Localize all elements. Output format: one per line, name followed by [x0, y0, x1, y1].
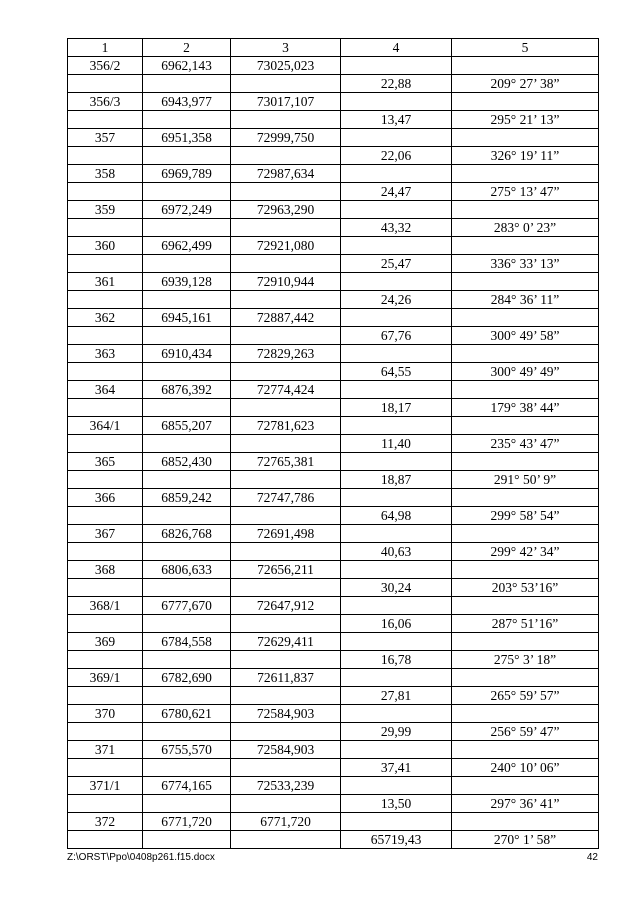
table-cell-col-4 [341, 129, 452, 147]
table-cell-col-3: 72611,837 [231, 669, 341, 687]
table-cell-col-1: 371 [68, 741, 143, 759]
table-cell-col-5 [452, 633, 599, 651]
table-cell-col-5: 283° 0’ 23” [452, 219, 599, 237]
table-cell-col-1 [68, 759, 143, 777]
table-cell-col-4 [341, 597, 452, 615]
table-cell-col-5 [452, 705, 599, 723]
table-row [68, 741, 599, 759]
table-cell-col-1 [68, 615, 143, 633]
table-cell-col-2 [143, 471, 231, 489]
table-cell-col-2 [143, 291, 231, 309]
table-cell-col-5: 275° 13’ 47” [452, 183, 599, 201]
table-cell-col-1 [68, 255, 143, 273]
table-cell-col-1: 370 [68, 705, 143, 723]
table-cell-col-2: 6755,570 [143, 741, 231, 759]
table-cell-col-2: 6806,633 [143, 561, 231, 579]
table-cell-col-2: 6910,434 [143, 345, 231, 363]
table-cell-col-5: 179° 38’ 44” [452, 399, 599, 417]
table-row [68, 777, 599, 795]
table-cell-col-1: 359 [68, 201, 143, 219]
table-cell-col-3: 72921,080 [231, 237, 341, 255]
table-cell-col-5: 326° 19’ 11” [452, 147, 599, 165]
table-cell-col-4 [341, 57, 452, 75]
table-cell-col-1 [68, 219, 143, 237]
table-row [68, 147, 599, 165]
table-cell-col-3: 72584,903 [231, 705, 341, 723]
table-cell-col-4: 18,17 [341, 399, 452, 417]
table-cell-col-5: 275° 3’ 18” [452, 651, 599, 669]
table-cell-col-4: 25,47 [341, 255, 452, 273]
table-cell-col-5 [452, 417, 599, 435]
table-row [68, 111, 599, 129]
table-cell-col-5 [452, 381, 599, 399]
table-cell-col-3: 72629,411 [231, 633, 341, 651]
table-cell-col-1 [68, 471, 143, 489]
table-cell-col-1: 357 [68, 129, 143, 147]
table-cell-col-4 [341, 741, 452, 759]
table-cell-col-1 [68, 291, 143, 309]
table-row [68, 633, 599, 651]
table-cell-col-4: 24,26 [341, 291, 452, 309]
table-cell-col-4 [341, 669, 452, 687]
table-cell-col-5: 256° 59’ 47” [452, 723, 599, 741]
table-cell-col-1 [68, 363, 143, 381]
table-cell-col-3: 72781,623 [231, 417, 341, 435]
table-cell-col-4 [341, 93, 452, 111]
table-cell-col-5 [452, 453, 599, 471]
table-row [68, 705, 599, 723]
table-cell-col-1 [68, 183, 143, 201]
table-cell-col-1: 368/1 [68, 597, 143, 615]
table-cell-col-2 [143, 795, 231, 813]
table-cell-col-3: 6771,720 [231, 813, 341, 831]
table-row [68, 57, 599, 75]
table-row [68, 75, 599, 93]
table-cell-col-4 [341, 489, 452, 507]
table-cell-col-2 [143, 435, 231, 453]
table-cell-col-2: 6859,242 [143, 489, 231, 507]
table-cell-col-1: 361 [68, 273, 143, 291]
footer-page-number: 42 [586, 852, 598, 863]
table-row [68, 525, 599, 543]
table-row [68, 219, 599, 237]
table-row [68, 561, 599, 579]
table-cell-col-2: 6962,499 [143, 237, 231, 255]
table-cell-col-2: 6782,690 [143, 669, 231, 687]
table-cell-col-5 [452, 561, 599, 579]
table-cell-col-1: 371/1 [68, 777, 143, 795]
table-cell-col-1: 360 [68, 237, 143, 255]
table-cell-col-5 [452, 597, 599, 615]
table-cell-col-3 [231, 759, 341, 777]
table-cell-col-5: 284° 36’ 11” [452, 291, 599, 309]
table-cell-col-4 [341, 381, 452, 399]
table-cell-col-5: 240° 10’ 06” [452, 759, 599, 777]
table-cell-col-5: 203° 53’16” [452, 579, 599, 597]
table-cell-col-3 [231, 399, 341, 417]
table-cell-col-3: 72691,498 [231, 525, 341, 543]
table-cell-col-5 [452, 669, 599, 687]
table-row [68, 273, 599, 291]
table-body [68, 57, 599, 849]
table-cell-col-1: 372 [68, 813, 143, 831]
table-cell-col-1: 367 [68, 525, 143, 543]
table-cell-col-1 [68, 75, 143, 93]
table-cell-col-4 [341, 165, 452, 183]
table-row [68, 597, 599, 615]
table-cell-col-5 [452, 237, 599, 255]
table-cell-col-2: 6943,977 [143, 93, 231, 111]
table-cell-col-4: 18,87 [341, 471, 452, 489]
table-cell-col-1 [68, 795, 143, 813]
table-cell-col-4: 16,78 [341, 651, 452, 669]
table-cell-col-2 [143, 759, 231, 777]
table-cell-col-5 [452, 345, 599, 363]
table-cell-col-5 [452, 525, 599, 543]
table-header-row [68, 39, 599, 57]
table-cell-col-3 [231, 327, 341, 345]
table-cell-col-1 [68, 543, 143, 561]
table-cell-col-5: 300° 49’ 58” [452, 327, 599, 345]
table-cell-col-2: 6777,670 [143, 597, 231, 615]
table-cell-col-4 [341, 237, 452, 255]
table-cell-col-3 [231, 723, 341, 741]
table-cell-col-3 [231, 291, 341, 309]
table-cell-col-1: 368 [68, 561, 143, 579]
table-cell-col-3 [231, 615, 341, 633]
table-cell-col-2 [143, 255, 231, 273]
table-cell-col-4: 43,32 [341, 219, 452, 237]
table-row [68, 255, 599, 273]
table-cell-col-4: 65719,43 [341, 831, 452, 849]
header-col-3: 3 [231, 39, 341, 57]
table-cell-col-2: 6774,165 [143, 777, 231, 795]
table-cell-col-1 [68, 723, 143, 741]
table-cell-col-2 [143, 723, 231, 741]
table-row [68, 309, 599, 327]
table-cell-col-4: 11,40 [341, 435, 452, 453]
table-cell-col-3 [231, 651, 341, 669]
table-cell-col-2: 6784,558 [143, 633, 231, 651]
table-row [68, 723, 599, 741]
table-cell-col-4 [341, 309, 452, 327]
table-cell-col-5 [452, 129, 599, 147]
table-cell-col-1 [68, 327, 143, 345]
table-cell-col-3: 72999,750 [231, 129, 341, 147]
table-row [68, 201, 599, 219]
table-cell-col-4 [341, 453, 452, 471]
table-cell-col-5: 235° 43’ 47” [452, 435, 599, 453]
table-cell-col-2 [143, 111, 231, 129]
table-cell-col-2: 6962,143 [143, 57, 231, 75]
table-cell-col-4: 37,41 [341, 759, 452, 777]
table-cell-col-3 [231, 111, 341, 129]
table-cell-col-5: 297° 36’ 41” [452, 795, 599, 813]
table-cell-col-5: 299° 58’ 54” [452, 507, 599, 525]
table-cell-col-4: 24,47 [341, 183, 452, 201]
header-col-2: 2 [143, 39, 231, 57]
table-cell-col-2: 6876,392 [143, 381, 231, 399]
header-col-4: 4 [341, 39, 452, 57]
table-cell-col-5 [452, 93, 599, 111]
table-cell-col-2 [143, 543, 231, 561]
table-cell-col-2: 6826,768 [143, 525, 231, 543]
table-cell-col-2: 6852,430 [143, 453, 231, 471]
table-cell-col-4: 13,50 [341, 795, 452, 813]
table-cell-col-2 [143, 147, 231, 165]
table-cell-col-2: 6945,161 [143, 309, 231, 327]
table-cell-col-4 [341, 273, 452, 291]
table-cell-col-4 [341, 633, 452, 651]
table-cell-col-1 [68, 579, 143, 597]
table-row [68, 363, 599, 381]
table-cell-col-2 [143, 75, 231, 93]
table-row [68, 327, 599, 345]
table-cell-col-2 [143, 183, 231, 201]
table-cell-col-3: 72774,424 [231, 381, 341, 399]
table-cell-col-1: 366 [68, 489, 143, 507]
table-cell-col-4: 27,81 [341, 687, 452, 705]
table-cell-col-5 [452, 489, 599, 507]
table-cell-col-3: 72765,381 [231, 453, 341, 471]
table-cell-col-4: 67,76 [341, 327, 452, 345]
table-cell-col-5 [452, 57, 599, 75]
table-cell-col-2 [143, 579, 231, 597]
table-row [68, 615, 599, 633]
table-cell-col-3 [231, 543, 341, 561]
table-cell-col-4: 22,06 [341, 147, 452, 165]
table-cell-col-5 [452, 165, 599, 183]
table-cell-col-3: 72647,912 [231, 597, 341, 615]
table-cell-col-4: 22,88 [341, 75, 452, 93]
table-cell-col-1: 369/1 [68, 669, 143, 687]
table-cell-col-5: 300° 49’ 49” [452, 363, 599, 381]
table-cell-col-1: 356/3 [68, 93, 143, 111]
table-cell-col-5 [452, 813, 599, 831]
coordinates-table [67, 38, 599, 849]
table-cell-col-2: 6855,207 [143, 417, 231, 435]
table-cell-col-5: 336° 33’ 13” [452, 255, 599, 273]
table-row [68, 579, 599, 597]
table-cell-col-3: 72747,786 [231, 489, 341, 507]
table-cell-col-3 [231, 183, 341, 201]
table-cell-col-4 [341, 777, 452, 795]
table-row [68, 831, 599, 849]
table-cell-col-1 [68, 507, 143, 525]
table-cell-col-3 [231, 435, 341, 453]
table-cell-col-2 [143, 687, 231, 705]
table-cell-col-4: 29,99 [341, 723, 452, 741]
table-row [68, 813, 599, 831]
header-col-1: 1 [68, 39, 143, 57]
table-cell-col-3 [231, 507, 341, 525]
table-cell-col-1 [68, 435, 143, 453]
table-cell-col-5: 209° 27’ 38” [452, 75, 599, 93]
table-cell-col-4 [341, 417, 452, 435]
table-cell-col-5: 287° 51’16” [452, 615, 599, 633]
table-row [68, 651, 599, 669]
table-row [68, 417, 599, 435]
table-row [68, 435, 599, 453]
table-cell-col-4: 64,55 [341, 363, 452, 381]
table-cell-col-1 [68, 651, 143, 669]
table-cell-col-2: 6771,720 [143, 813, 231, 831]
table-cell-col-3: 72987,634 [231, 165, 341, 183]
table-cell-col-5 [452, 273, 599, 291]
table-cell-col-2 [143, 327, 231, 345]
table-row [68, 381, 599, 399]
table-cell-col-4: 30,24 [341, 579, 452, 597]
table-cell-col-4: 13,47 [341, 111, 452, 129]
table-cell-col-3 [231, 75, 341, 93]
table-row [68, 471, 599, 489]
table-cell-col-2: 6969,789 [143, 165, 231, 183]
table-cell-col-2: 6951,358 [143, 129, 231, 147]
table-cell-col-3: 72584,903 [231, 741, 341, 759]
table-cell-col-4: 40,63 [341, 543, 452, 561]
table-cell-col-4: 16,06 [341, 615, 452, 633]
table-cell-col-3: 72829,263 [231, 345, 341, 363]
table-cell-col-1: 364/1 [68, 417, 143, 435]
table-cell-col-1 [68, 831, 143, 849]
table-cell-col-5: 270° 1’ 58” [452, 831, 599, 849]
table-row [68, 759, 599, 777]
table-cell-col-1: 363 [68, 345, 143, 363]
table-cell-col-3: 72887,442 [231, 309, 341, 327]
table-cell-col-3 [231, 831, 341, 849]
table-cell-col-1: 365 [68, 453, 143, 471]
table-cell-col-3: 72533,239 [231, 777, 341, 795]
table-cell-col-5: 299° 42’ 34” [452, 543, 599, 561]
table-cell-col-5 [452, 741, 599, 759]
table-cell-col-1: 358 [68, 165, 143, 183]
table-cell-col-4 [341, 201, 452, 219]
table-cell-col-3: 72963,290 [231, 201, 341, 219]
table-cell-col-1: 364 [68, 381, 143, 399]
table-cell-col-3: 72910,944 [231, 273, 341, 291]
table-row [68, 687, 599, 705]
table-row [68, 453, 599, 471]
table-cell-col-3 [231, 219, 341, 237]
footer-file-path: Z:\ORST\Ppo\0408p261.f15.docx [67, 852, 215, 863]
table-row [68, 237, 599, 255]
table-cell-col-1: 369 [68, 633, 143, 651]
table-cell-col-3: 73025,023 [231, 57, 341, 75]
table-row [68, 795, 599, 813]
table-cell-col-3 [231, 579, 341, 597]
table-cell-col-2: 6939,128 [143, 273, 231, 291]
table-cell-col-2 [143, 615, 231, 633]
table-cell-col-1 [68, 111, 143, 129]
table-cell-col-1: 362 [68, 309, 143, 327]
table-row [68, 543, 599, 561]
header-col-5: 5 [452, 39, 599, 57]
table-cell-col-3 [231, 147, 341, 165]
table-cell-col-3 [231, 363, 341, 381]
table-cell-col-1 [68, 147, 143, 165]
table-cell-col-2: 6972,249 [143, 201, 231, 219]
table-cell-col-3: 73017,107 [231, 93, 341, 111]
table-cell-col-3 [231, 687, 341, 705]
table-cell-col-4 [341, 525, 452, 543]
table-cell-col-4 [341, 345, 452, 363]
table-cell-col-5 [452, 777, 599, 795]
table-cell-col-5: 291° 50’ 9” [452, 471, 599, 489]
table-cell-col-2 [143, 363, 231, 381]
table-cell-col-2 [143, 651, 231, 669]
table-cell-col-4 [341, 705, 452, 723]
table-cell-col-5: 295° 21’ 13” [452, 111, 599, 129]
table-cell-col-2 [143, 219, 231, 237]
table-cell-col-1: 356/2 [68, 57, 143, 75]
table-cell-col-2 [143, 507, 231, 525]
table-cell-col-2: 6780,621 [143, 705, 231, 723]
table-row [68, 129, 599, 147]
table-row [68, 183, 599, 201]
table-cell-col-4 [341, 813, 452, 831]
table-row [68, 165, 599, 183]
table-row [68, 669, 599, 687]
table-cell-col-3: 72656,211 [231, 561, 341, 579]
table-cell-col-3 [231, 795, 341, 813]
table-cell-col-5 [452, 201, 599, 219]
table-cell-col-2 [143, 831, 231, 849]
table-row [68, 489, 599, 507]
table-cell-col-5: 265° 59’ 57” [452, 687, 599, 705]
table-row [68, 345, 599, 363]
table-cell-col-1 [68, 687, 143, 705]
table-row [68, 291, 599, 309]
table-cell-col-2 [143, 399, 231, 417]
table-cell-col-3 [231, 255, 341, 273]
table-row [68, 399, 599, 417]
table-row [68, 507, 599, 525]
table-cell-col-4: 64,98 [341, 507, 452, 525]
table-cell-col-3 [231, 471, 341, 489]
table-cell-col-5 [452, 309, 599, 327]
table-row [68, 93, 599, 111]
table-cell-col-4 [341, 561, 452, 579]
table-cell-col-1 [68, 399, 143, 417]
